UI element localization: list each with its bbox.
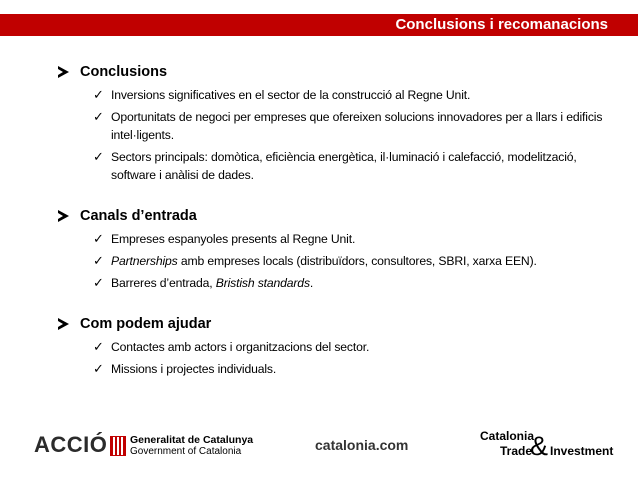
catalonia-trade-investment-logo [480,429,614,470]
section-heading-text: Conclusions [80,64,168,80]
list-item-text: . [309,276,314,290]
list-item [93,360,618,378]
cti-ampersand: & [530,431,549,461]
check-icon: ✓ [93,149,104,164]
header-bar [0,14,638,36]
list-item-text: Missions i projectes individuals. [111,362,277,376]
cti-investment: Investment [550,444,614,458]
section-heading-text: Canals d’entrada [80,208,197,224]
section-heading [58,206,618,226]
bullet-list [93,338,618,378]
section-canals [58,206,618,292]
catalonia-com-logo: catalonia.com [315,437,409,453]
list-item-text: amb empreses locals (distribuïdors, consultores, SBRI, xarxa EEN). [177,254,537,268]
section-ajudar [58,314,618,378]
check-icon: ✓ [93,275,104,290]
bullet-list [93,230,618,292]
generalitat-name: Generalitat de Catalunya [130,434,254,446]
arrow-bullet-icon [58,210,69,222]
list-item-text: Inversions significatives en el sector de la construcció al Regne Unit. [111,88,471,102]
check-icon: ✓ [93,253,104,268]
section-heading [58,314,618,334]
accio-logo: ACCIÓ [34,432,108,457]
list-item [93,148,618,184]
list-item [93,252,618,270]
list-item-emphasis: Partnerships [111,254,178,268]
check-icon: ✓ [93,361,104,376]
cti-catalonia: Catalonia [480,429,535,443]
list-item [93,86,618,104]
slide-title: Conclusions i recomanacions [395,16,608,33]
check-icon: ✓ [93,109,104,124]
list-item-text: Contactes amb actors i organitzacions del sector. [111,340,370,354]
list-item [93,338,618,356]
arrow-bullet-icon [58,318,69,330]
generalitat-name-en: Government of Catalonia [130,446,242,457]
list-item-text: Empreses espanyoles presents al Regne Unit. [111,232,356,246]
section-conclusions [58,62,618,184]
list-item-text: Oportunitats de negoci per empreses que ofereixen solucions innovadores per a llars i edificis intel·ligents. [111,110,603,142]
list-item-text: Barreres d’entrada, [111,276,216,290]
bullet-list [93,86,618,184]
section-heading [58,62,618,82]
list-item-emphasis: Bristish standards [215,276,310,290]
arrow-bullet-icon [58,66,69,78]
list-item [93,108,618,144]
generalitat-logo-text [130,434,290,458]
list-item [93,274,618,292]
slide-content [58,62,618,378]
check-icon: ✓ [93,231,104,246]
footer-logos [0,425,638,475]
generalitat-emblem-icon [110,436,126,456]
list-item-text: Sectors principals: domòtica, eficiència energètica, il·luminació i calefacció, modelització, software i anàlisi de dades. [111,150,577,182]
check-icon: ✓ [93,87,104,102]
check-icon: ✓ [93,339,104,354]
section-heading-text: Com podem ajudar [80,316,212,332]
cti-trade: Trade [500,444,533,458]
list-item [93,230,618,248]
